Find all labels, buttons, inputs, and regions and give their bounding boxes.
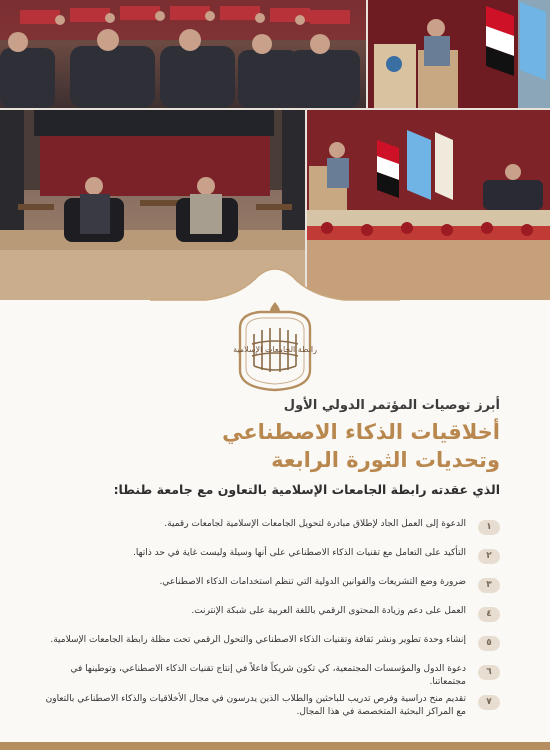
item-text: ضرورة وضع التشريعات والقوانين الدولية التي تنظم استخدامات الذكاء الاصطناعي. [159, 577, 466, 587]
list-item [40, 576, 500, 600]
title-line-2: وتحديات الثورة الرابعة [271, 448, 500, 472]
item-number-badge: ٢ [478, 549, 500, 564]
item-number-badge: ٤ [478, 607, 500, 622]
item-number-badge: ٧ [478, 695, 500, 710]
list-item [40, 693, 500, 718]
list-item [40, 518, 500, 542]
intro-text: الذي عقدته رابطة الجامعات الإسلامية بالتعاون مع جامعة طنطا: [113, 482, 500, 497]
item-text: التأكيد على التعامل مع تقنيات الذكاء الاصطناعي على أنها وسيلة وليست غاية في حد ذاتها. [133, 548, 466, 558]
item-text: دعوة الدول والمؤسسات المجتمعية، كي تكون شريكاً فاعلاً في إنتاج تقنيات الذكاء الاصطناعي، وتوطينها في مجتمعاتنا. [70, 664, 466, 687]
recommendations-list [40, 518, 500, 723]
list-item [40, 663, 500, 688]
bottom-bar [0, 742, 550, 750]
item-number-badge: ٥ [478, 636, 500, 651]
item-number-badge: ١ [478, 520, 500, 535]
item-text: الدعوة إلى العمل الجاد لإطلاق مبادرة لتحويل الجامعات الإسلامية لجامعات رقمية. [164, 519, 466, 529]
item-text: تقديم منح دراسية وفرص تدريب للباحثين والطلاب الذين يدرسون في مجال الأخلاقيات والذكاء الاصطناعي بالتعاون مع المراكز البحثية المتخصصة في هذا المجال. [45, 694, 466, 717]
photo-audience [0, 0, 366, 108]
list-item [40, 605, 500, 629]
item-number-badge: ٣ [478, 578, 500, 593]
league-logo [232, 300, 318, 392]
photo-collage [0, 0, 550, 300]
list-item [40, 634, 500, 658]
list-item [40, 547, 500, 571]
photo-podium-flags [368, 0, 550, 108]
item-text: إنشاء وحدة تطوير ونشر ثقافة وتقنيات الذكاء الاصطناعي والتحول الرقمي تحت مظلة رابطة الجامعات الإسلامية. [50, 635, 466, 645]
item-text: العمل على دعم وزيادة المحتوى الرقمي باللغة العربية على شبكة الإنترنت. [191, 606, 466, 616]
subtitle: أبرز توصيات المؤتمر الدولي الأول [283, 398, 500, 413]
item-number-badge: ٦ [478, 665, 500, 680]
title-line-1: أخلاقيات الذكاء الاصطناعي [222, 420, 500, 444]
logo-text: رابطة الجامعات الإسلامية [233, 345, 317, 354]
